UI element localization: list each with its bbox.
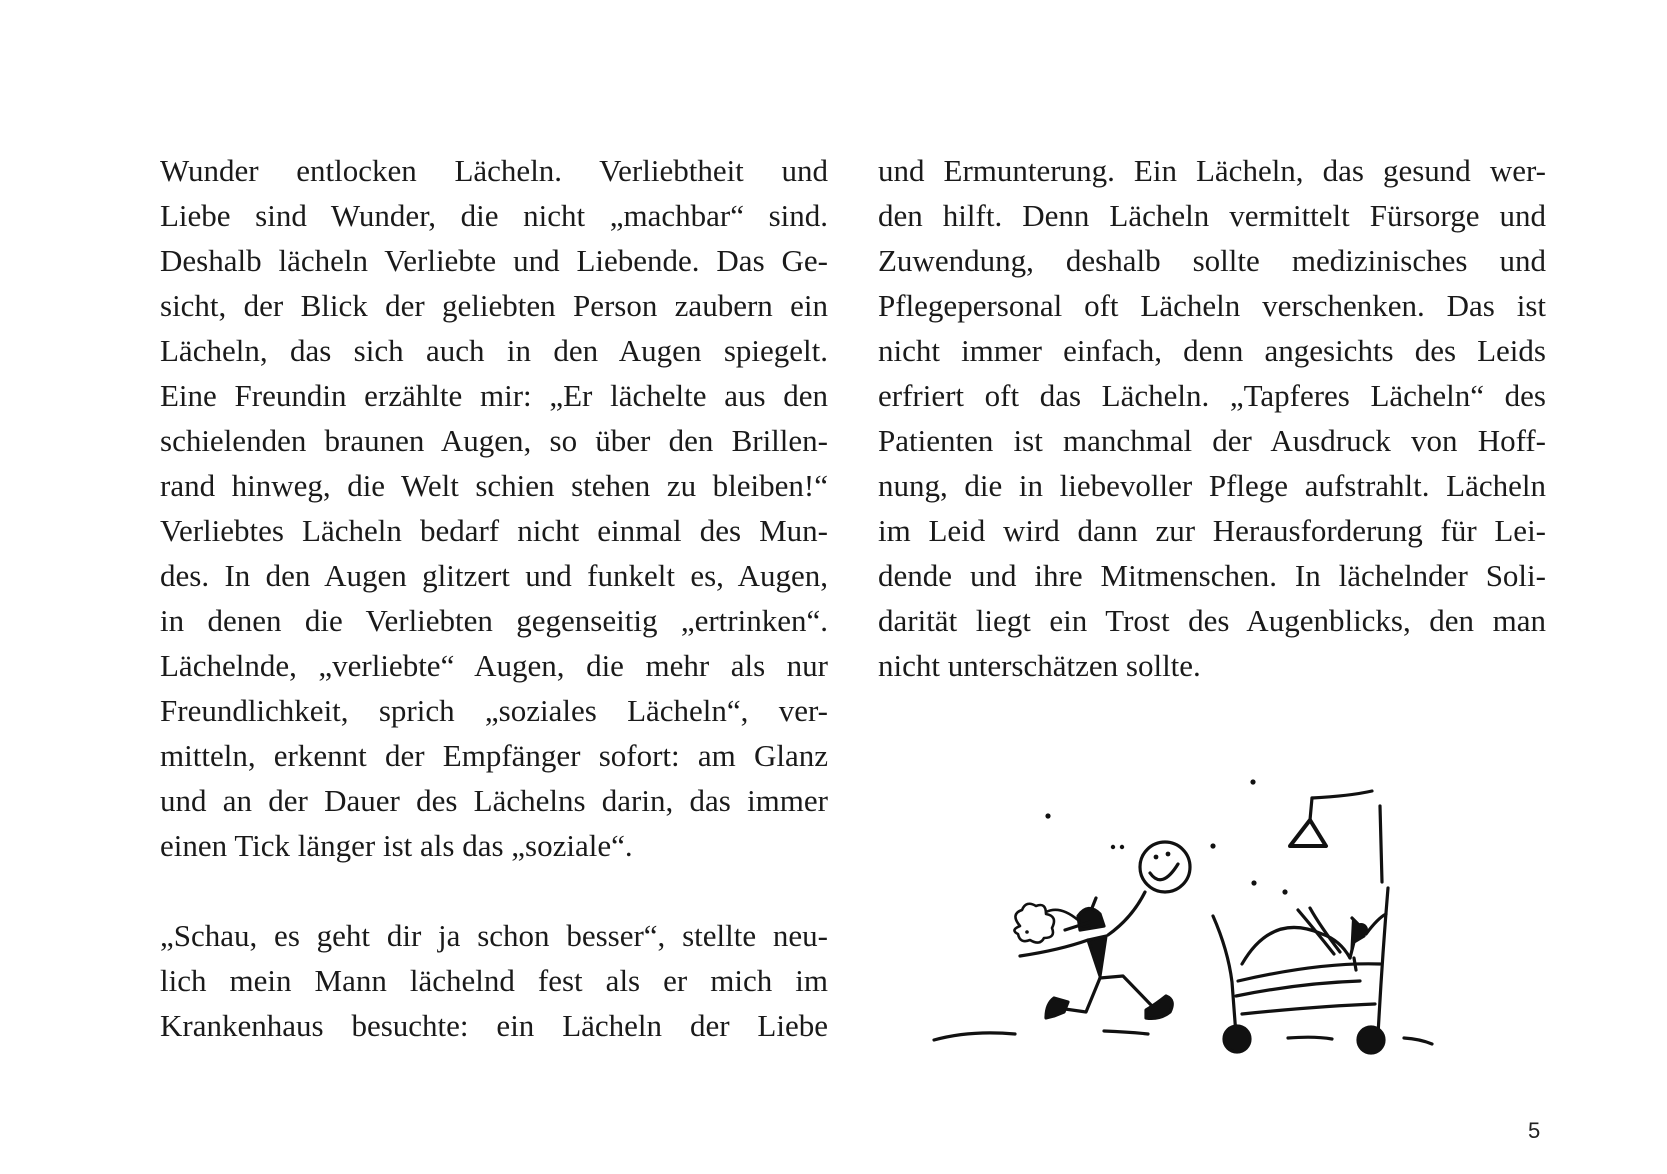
paragraph-gap bbox=[160, 868, 828, 913]
text-line: und Ermunterung. Ein Lächeln, das gesund wer- bbox=[878, 153, 1546, 188]
text-line: sicht, der Blick der geliebten Person zaubern ein bbox=[160, 288, 828, 323]
paragraph-1 bbox=[160, 148, 828, 868]
bed-wheel-icon bbox=[1224, 1026, 1250, 1052]
text-line: Pflegepersonal oft Lächeln verschenken. Das ist bbox=[878, 288, 1546, 323]
text-line: und an der Dauer des Lächelns darin, das immer bbox=[160, 783, 828, 818]
text-line: darität liegt ein Trost des Augenblicks, den man bbox=[878, 603, 1546, 638]
text-line: des. In den Augen glitzert und funkelt es, Augen, bbox=[160, 558, 828, 593]
text-line: Liebe sind Wunder, die nicht „machbar“ sind. bbox=[160, 198, 828, 233]
text-line: den hilft. Denn Lächeln vermittelt Fürsorge und bbox=[878, 198, 1546, 233]
text-line: erfriert oft das Lächeln. „Tapferes Lächeln“ des bbox=[878, 378, 1546, 413]
running-stick-figure-icon bbox=[1014, 842, 1190, 1018]
text-line: Verliebtes Lächeln bedarf nicht einmal des Mun- bbox=[160, 513, 828, 548]
text-line: lich mein Mann lächelnd fest als er mich im bbox=[160, 963, 828, 998]
sketch-drawing bbox=[920, 740, 1480, 1070]
paragraph-3 bbox=[878, 148, 1546, 688]
left-column bbox=[160, 148, 828, 1048]
text-line: Zuwendung, deshalb sollte medizinisches und bbox=[878, 243, 1546, 278]
illustration-hospital-visit bbox=[920, 740, 1480, 1070]
text-line: nung, die in liebevoller Pflege aufstrahlt. Lächeln bbox=[878, 468, 1546, 503]
text-line: nicht unterschätzen sollte. bbox=[878, 648, 1201, 683]
text-line: rand hinweg, die Welt schien stehen zu bleiben!“ bbox=[160, 468, 828, 503]
text-line: Wunder entlocken Lächeln. Verliebtheit und bbox=[160, 153, 828, 188]
text-line: Eine Freundin erzählte mir: „Er lächelte aus den bbox=[160, 378, 828, 413]
text-line: „Schau, es geht dir ja schon besser“, stellte neu- bbox=[160, 918, 828, 953]
text-line: im Leid wird dann zur Herausforderung für Lei- bbox=[878, 513, 1546, 548]
hospital-bed-icon bbox=[1213, 888, 1388, 1053]
text-line: Krankenhaus besuchte: ein Lächeln der Liebe bbox=[160, 1008, 828, 1043]
hospital-lamp-icon bbox=[1290, 791, 1382, 882]
paragraph-2 bbox=[160, 913, 828, 1048]
text-line: dende und ihre Mitmenschen. In lächelnder Soli- bbox=[878, 558, 1546, 593]
text-line: einen Tick länger ist als das „soziale“. bbox=[160, 828, 633, 863]
text-line: nicht immer einfach, denn angesichts des Leids bbox=[878, 333, 1546, 368]
text-line: mitteln, erkennt der Empfänger sofort: am Glanz bbox=[160, 738, 828, 773]
right-column bbox=[878, 148, 1546, 688]
smiling-face-icon bbox=[1140, 842, 1190, 892]
text-line: Deshalb lächeln Verliebte und Liebende. Das Ge- bbox=[160, 243, 828, 278]
bed-wheel-icon bbox=[1358, 1027, 1384, 1053]
text-line: Lächelnde, „verliebte“ Augen, die mehr als nur bbox=[160, 648, 828, 683]
page-number: 5 bbox=[1528, 1118, 1541, 1143]
text-line: Lächeln, das sich auch in den Augen spiegelt. bbox=[160, 333, 828, 368]
text-line: schielenden braunen Augen, so über den Brillen- bbox=[160, 423, 828, 458]
text-line: in denen die Verliebten gegenseitig „ertrinken“. bbox=[160, 603, 828, 638]
text-line: Freundlichkeit, sprich „soziales Lächeln“, ver- bbox=[160, 693, 828, 728]
text-line: Patienten ist manchmal der Ausdruck von Hoff- bbox=[878, 423, 1546, 458]
